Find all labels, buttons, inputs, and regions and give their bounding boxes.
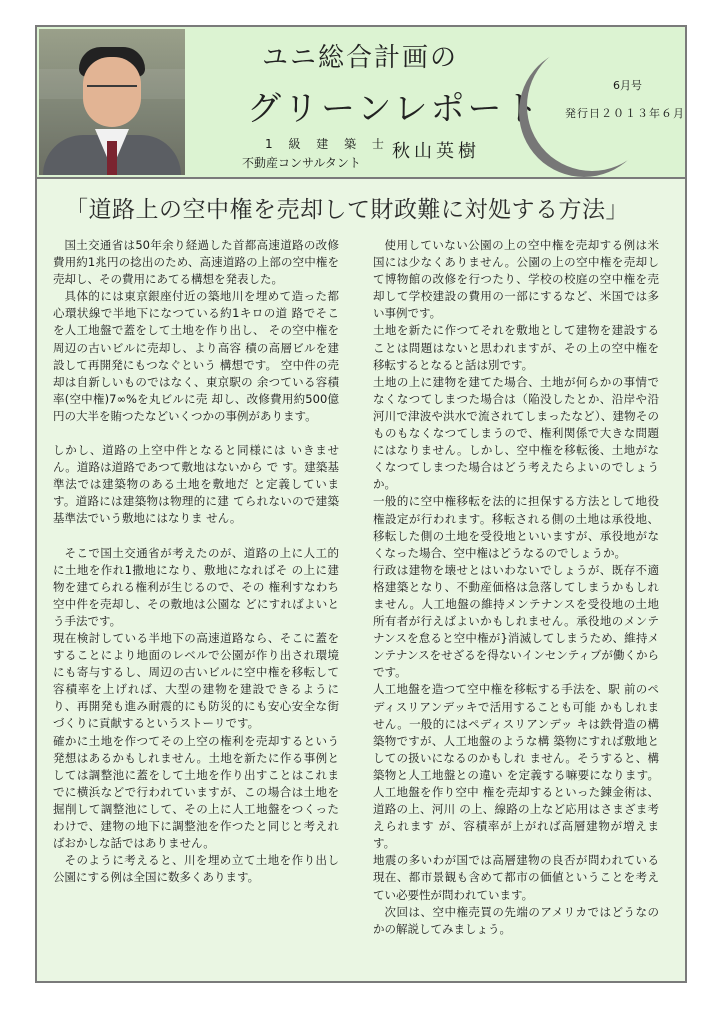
paragraph: 使用していない公園の上の空中権を売却する例は米国には少なくありません。公園の上の空中権を売却して博物館の改修を行つたり、学校の校庭の空中権を売却して学校建設の費用の一部にするなど、米国では多い事例です。 xyxy=(373,238,659,321)
author-name: 秋山英樹 xyxy=(392,141,480,162)
issue-label: 6月号 xyxy=(613,79,642,92)
newsletter-title-line2: グリーンレポート xyxy=(247,89,542,129)
author-photo xyxy=(39,29,185,175)
newsletter-title-line1: ユニ総合計画の xyxy=(262,43,459,73)
publication-date: 発行日２０１３年６月 xyxy=(565,107,685,120)
author-role-architect: 1 級 建 築 士 xyxy=(265,137,390,151)
paragraph: しかし、道路の上空中件となると同様には いきません。道路は道路であつて敷地はないから で す。建築基準法では建築物のある土地を敷地だ と定義しています。道路には建築物は物理的に建 てられないので建築基準法でいう敷地にはなりま せん。 xyxy=(53,443,339,526)
paragraph: そこで国土交通省が考えたのが、道路の上に人工的に土地を作れ1撒地になり、敷地になればそ の上に建物を建てられる権利が生じるので、その 権利すなわち空中件を売却し、その敷地は公園な どにすればよいとう手法です。 xyxy=(53,545,339,628)
article-right-column xyxy=(373,237,659,938)
paragraph: 行政は建物を壊せとはいわないでしょうが、既存不適格建築となり、不動産価格は急落してしまうかもしれません。人工地盤の維持メンテナンスを受役地の土地所有者が行えばよいかもしれません。承役地のメンテナンスを怠ると空中権が}消滅してしまうため、維持メンテナンスをせざるを得ないインセンティブが働くからです。 xyxy=(373,562,659,680)
paragraph: 確かに土地を作つてその上空の権利を売却するという発想はあるかもしれません。土地を新たに作る事例としては調整池に蓋をして土地を作り出すことはこれまでに横浜などで行われていますが、この場合は土地を掘削して調整池にして、その上に人工地盤をつくったわけで、建物の地下に調整池を作つたと同じと考えればおかしな話ではありません。 xyxy=(53,733,339,851)
article-left-column xyxy=(53,237,339,886)
paragraph: 具体的には東京銀座付近の築地川を埋めて造った都心環状線で半地下になつている約1キロの道 路でそこを人工地盤で蓋をして土地を作り出し、 その空中権を周辺の古いビルに売却し、より高容 積の高層ビルを建設して再開発にもつなぐという 構想です。 空中件の売却は自新しいものではなく、東京駅の 余つている容積率(空中権)7∞%を丸ビルに売 却し、改修費用約500億円の大半を賄つたなどいくつかの事例があります。 xyxy=(53,289,339,423)
paragraph: 一般的に空中権移転を法的に担保する方法として地役権設定が行われます。移転される側の土地は承役地、移転した側の土地を受役地といいますが、承役地がなくなった場合、空中権はどうなるのでしょうか。 xyxy=(373,494,659,560)
paragraph: そのように考えると、川を埋め立て土地を作り出し公園にする例は全国に数多くあります。 xyxy=(53,853,339,885)
article-headline: 「道路上の空中権を売却して財政難に対処する方法」 xyxy=(65,197,629,223)
paragraph: 土地を新たに作つてそれを敷地として建物を建設することは問題はないと思われますが、その上の空中権を移転するとなると話は別です。 xyxy=(373,323,659,372)
author-role-consultant: 不動産コンサルタント xyxy=(242,156,361,170)
paragraph: 国土交通省は50年余り経過した首都高速道路の改修費用約1兆円の捻出のため、高速道路の上部の空中権を売却し、その費用にあてる構想を発表した。 xyxy=(53,238,339,287)
paragraph: 次回は、空中権売買の先端のアメリカではどうなのかの解説してみましょう。 xyxy=(373,904,659,936)
newsletter-frame xyxy=(35,25,687,983)
paragraph: 地震の多いわが国では高層建物の良否が問われている現在、都市景観も含めて都市の価値ということを考えてい必要性が問われています。 xyxy=(373,853,659,902)
paragraph: 現在検討している半地下の高速道路なら、そこに蓋をすることにより地面のレベルで公園が作り出され環境にも寄与するし、周辺の古いビルに空中権を移転して容積率を上げれば、大型の建物を建設できるようにり、再開発も進み耐震的にも防災的にも安心安全な街づくりに貢献するというストーリです。 xyxy=(53,630,339,731)
paragraph: 人工地盤を造つて空中権を移転する手法を、駅 前のペディスリアンデッキで活用することも可能 かもしれません。一般的にはペディスリアンデッ キは鉄骨造の構築物ですが、人工地盤のような構 築物にすれば敷地としての扱いになるのかもしれ ません。そうすると、構築物と人工地盤との違い を定義する嘛要になります。人工地盤を作り空中 権を売却するといった錬金術は、道路の上、河川 の上、線路の上など応用はさまざま考えられます が、容積率が上がれば高層建物が増えます。 xyxy=(373,682,659,851)
header xyxy=(37,27,685,179)
paragraph: 土地の上に建物を建てた場合、土地が何らかの事情でなくなつてしまつた場合は（陥没したとか、沿岸や沿河川で津波や洪水で流されてしまったなど）、建物そのものもなくなつてしまうので、権利関係で大きな問題にはなりません。しかし、空中権を移転後、土地がなくなつてしまつた場合はどう考えたらよいのでしょうか。 xyxy=(373,374,659,492)
